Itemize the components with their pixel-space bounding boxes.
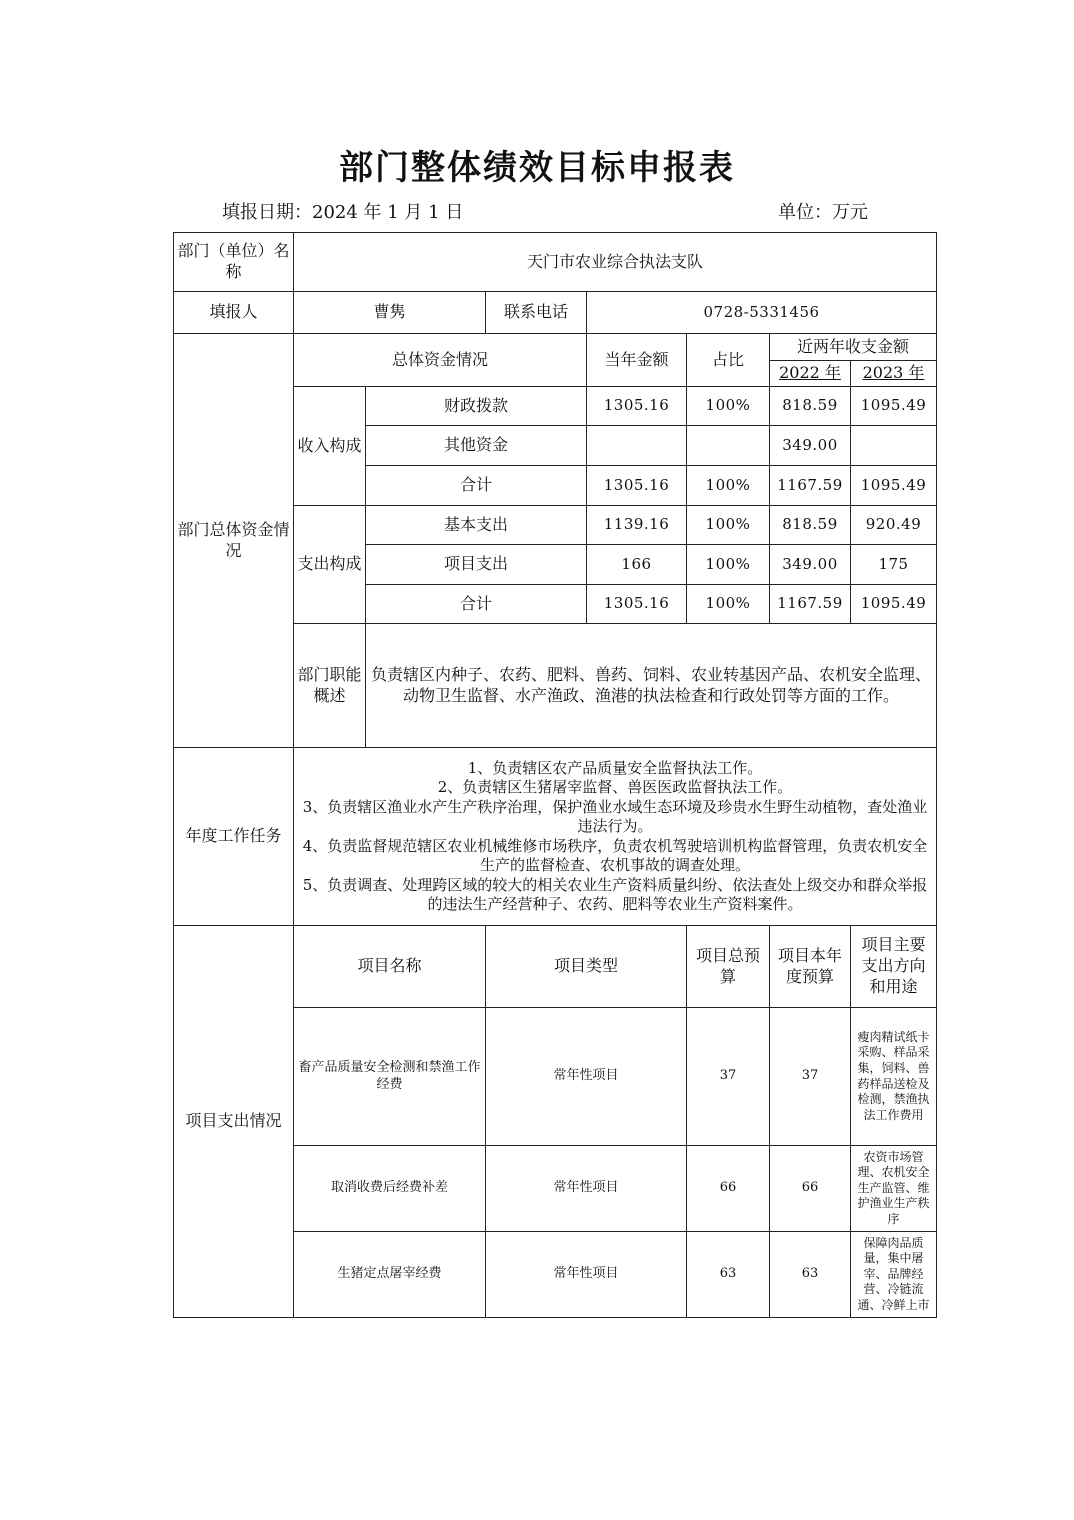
project-use: 瘦肉精试纸卡采购、样品采集，饲料、兽药样品送检及检测，禁渔执法工作费用 <box>851 1008 937 1146</box>
income-2023: 1095.49 <box>851 387 937 426</box>
project-type: 常年性项目 <box>486 1232 687 1318</box>
project-use: 农资市场管理、农机安全生产监管、维护渔业生产秩序 <box>851 1146 937 1232</box>
income-current: 1305.16 <box>587 466 687 506</box>
expense-current: 166 <box>587 545 687 585</box>
income-name: 合计 <box>366 466 587 506</box>
income-current <box>587 426 687 466</box>
income-2022: 818.59 <box>770 387 851 426</box>
project-year-budget: 63 <box>770 1232 851 1318</box>
expense-ratio: 100% <box>687 545 770 585</box>
task-item: 4、负责监督规范辖区农业机械维修市场秩序，负责农机驾驶培训机构监督管理，负责农机安全生产的监督检查、农机事故的调查处理。 <box>302 836 928 874</box>
filler-row <box>174 292 937 334</box>
project-use-header: 项目主要支出方向和用途 <box>851 926 937 1008</box>
dept-value: 天门市农业综合执法支队 <box>294 233 937 292</box>
phone-label: 联系电话 <box>486 292 587 334</box>
expense-ratio: 100% <box>687 585 770 624</box>
task-item: 3、负责辖区渔业水产生产秩序治理，保护渔业水域生态环境及珍贵水生野生动植物，查处渔业违法行为。 <box>302 797 928 835</box>
task-item: 5、负责调查、处理跨区域的较大的相关农业生产资料质量纠纷、依法查处上级交办和群众举报的违法生产经营种子、农药、肥料等农业生产资料案件。 <box>302 875 928 913</box>
expense-2022: 349.00 <box>770 545 851 585</box>
phone-value: 0728-5331456 <box>587 292 937 334</box>
project-year-budget: 66 <box>770 1146 851 1232</box>
expense-2023: 175 <box>851 545 937 585</box>
duty-text: 负责辖区内种子、农药、肥料、兽药、饲料、农业转基因产品、农机安全监理、动物卫生监督、水产渔政、渔港的执法检查和行政处罚等方面的工作。 <box>366 624 937 748</box>
duty-label: 部门职能概述 <box>294 624 366 748</box>
project-total-header: 项目总预算 <box>687 926 770 1008</box>
expense-name: 合计 <box>366 585 587 624</box>
project-use: 保障肉品质量，集中屠宰、品牌经营、冷链流通、冷鲜上市 <box>851 1232 937 1318</box>
year-2022-label: 2022 年 <box>770 361 851 387</box>
funds-section-label: 部门总体资金情况 <box>174 334 294 748</box>
expense-2023: 920.49 <box>851 506 937 545</box>
project-name: 畜产品质量安全检测和禁渔工作经费 <box>294 1008 486 1146</box>
expense-label: 支出构成 <box>294 506 366 624</box>
expense-name: 项目支出 <box>366 545 587 585</box>
expense-ratio: 100% <box>687 506 770 545</box>
income-current: 1305.16 <box>587 387 687 426</box>
project-name-header: 项目名称 <box>294 926 486 1008</box>
project-total: 66 <box>687 1146 770 1232</box>
tasks-label: 年度工作任务 <box>174 748 294 926</box>
income-2022: 1167.59 <box>770 466 851 506</box>
dept-label: 部门（单位）名称 <box>174 233 294 292</box>
project-year-header: 项目本年度预算 <box>770 926 851 1008</box>
dept-row <box>174 233 937 292</box>
project-total: 63 <box>687 1232 770 1318</box>
income-ratio: 100% <box>687 466 770 506</box>
overall-funds-label: 总体资金情况 <box>294 334 587 387</box>
projects-label: 项目支出情况 <box>174 926 294 1318</box>
task-item: 2、负责辖区生猪屠宰监督、兽医医政监督执法工作。 <box>437 778 793 796</box>
expense-2023: 1095.49 <box>851 585 937 624</box>
current-amount-label: 当年金额 <box>587 334 687 387</box>
task-item: 1、负责辖区农产品质量安全监督执法工作。 <box>467 758 763 777</box>
expense-current: 1139.16 <box>587 506 687 545</box>
funds-header-row <box>174 334 937 361</box>
tasks-row <box>174 748 937 926</box>
fill-date: 填报日期：2024 年 1 月 1 日 <box>222 202 464 223</box>
project-header-row <box>174 926 937 1008</box>
income-name: 其他资金 <box>366 426 587 466</box>
expense-current: 1305.16 <box>587 585 687 624</box>
expense-2022: 1167.59 <box>770 585 851 624</box>
project-type-header: 项目类型 <box>486 926 687 1008</box>
tasks-list <box>294 748 937 926</box>
unit-label: 单位：万元 <box>778 202 868 223</box>
income-2022: 349.00 <box>770 426 851 466</box>
performance-form-table <box>173 232 937 1318</box>
income-ratio <box>687 426 770 466</box>
ratio-label: 占比 <box>687 334 770 387</box>
project-name: 取消收费后经费补差 <box>294 1146 486 1232</box>
filler-label: 填报人 <box>174 292 294 334</box>
income-name: 财政拨款 <box>366 387 587 426</box>
expense-name: 基本支出 <box>366 506 587 545</box>
year-2023-label: 2023 年 <box>851 361 937 387</box>
income-ratio: 100% <box>687 387 770 426</box>
project-type: 常年性项目 <box>486 1008 687 1146</box>
project-name: 生猪定点屠宰经费 <box>294 1232 486 1318</box>
filler-value: 曹隽 <box>294 292 486 334</box>
two-year-label: 近两年收支金额 <box>770 334 937 361</box>
project-total: 37 <box>687 1008 770 1146</box>
page-title: 部门整体绩效目标申报表 <box>339 148 735 188</box>
expense-2022: 818.59 <box>770 506 851 545</box>
income-2023 <box>851 426 937 466</box>
project-type: 常年性项目 <box>486 1146 687 1232</box>
project-year-budget: 37 <box>770 1008 851 1146</box>
income-label: 收入构成 <box>294 387 366 506</box>
income-2023: 1095.49 <box>851 466 937 506</box>
